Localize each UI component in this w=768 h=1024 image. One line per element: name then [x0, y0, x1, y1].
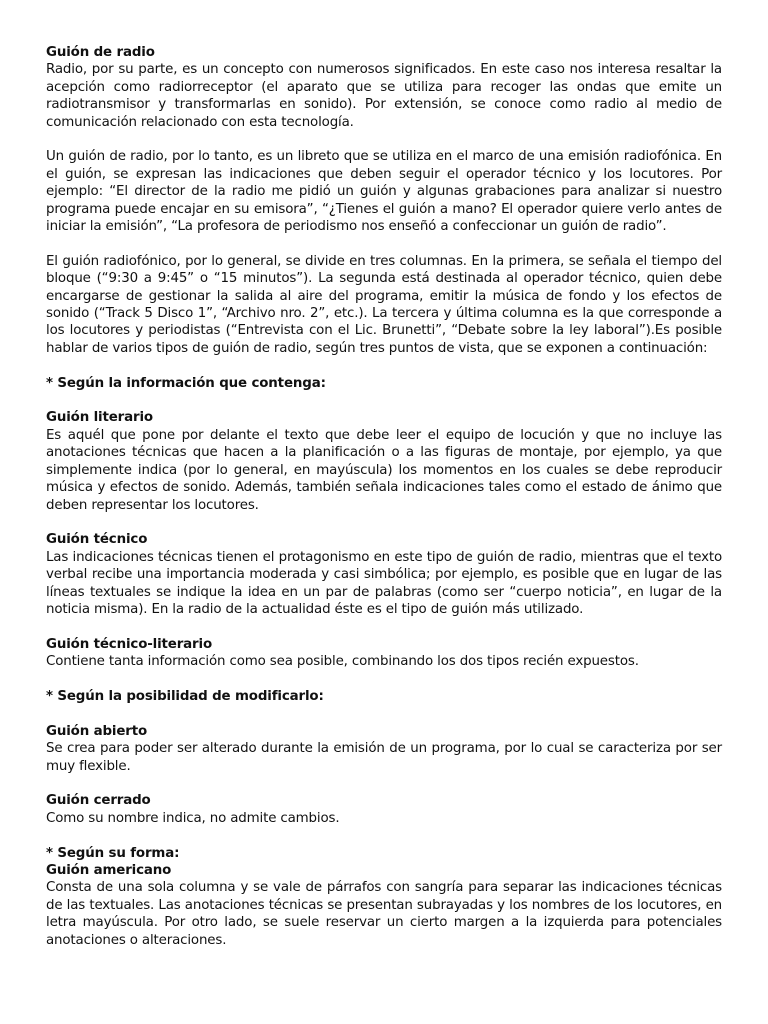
radio-paragraph-3: El guión radiofónico, por lo general, se divide en tres columnas. En la primera, se señala el tiempo del bloque (“9:30 a 9:45” o “15 minutos”). La segunda está destinada al operador técnico, quien debe encargarse de gestionar la salida al aire del programa, emitir la música de fondo y los efectos de sonido (“Track 5 Disco 1”, “Archivo nro. 2”, etc.). La tercera y última columna es la que corresponde a los locutores y periodistas (“Entrevista con el Lic. Brunetti”, “Debate sobre la ley laboral”).Es posible hablar de varios tipos de guión de radio, según tres puntos de vista, que se exponen a continuación:	[46, 253, 722, 356]
radio-paragraph-1: Radio, por su parte, es un concepto con numerosos significados. En este caso nos interesa resaltar la acepción como radiorreceptor (el aparato que se utiliza para recoger las ondas que emite un radiotransmisor y transformarlas en sonido). Por extensión, se conoce como radio al medio de comunicación relacionado con esta tecnología.	[46, 62, 722, 130]
spacer	[46, 357, 722, 374]
radio-paragraph-2: Un guión de radio, por lo tanto, es un libreto que se utiliza en el marco de una emisión radiofónica. En el guión, se expresan las indicaciones que deben seguir el operador técnico y los locutores. Por ejemplo: “El director de la radio me pidió un guión y algunas grabaciones para analizar si nuestro programa puede encajar en su emisora”, “¿Tienes el guión a mano? El operador quiere verlo antes de iniciar la emisión”, “La profesora de periodismo nos enseñó a confeccionar un guión de radio”.	[46, 149, 722, 235]
radio-heading: Guión de radio	[46, 45, 155, 60]
abierto-heading: Guión abierto	[46, 723, 148, 739]
literario-heading: Guión literario	[46, 410, 153, 426]
section-modificar-title: * Según la posibilidad de modificarlo:	[46, 688, 324, 704]
americano-text: Consta de una sola columna y se vale de párrafos con sangría para separar las indicaciones técnicas de las textuales. Las anotaciones técnicas se presentan subrayadas y los nombres de los locutores, en letra mayúscula. Por otro lado, se suele reservar un cierto margen a la izquierda para potenciales anotaciones o alteraciones.	[46, 880, 722, 948]
spacer	[46, 705, 722, 722]
tecnico-literario-heading: Guión técnico-literario	[46, 636, 212, 652]
tecnico-literario-text: Contiene tanta información como sea posible, combinando los dos tipos recién expuestos.	[46, 654, 639, 670]
spacer	[46, 775, 722, 792]
spacer	[46, 671, 722, 688]
section-forma-title: * Según su forma:	[46, 845, 180, 861]
literario-text: Es aquél que pone por delante el texto que debe leer el equipo de locución y que no incluye las anotaciones técnicas que hacen a la planificación o a las figuras de montaje, por ejemplo, ya que simplemente indica (por lo general, en mayúscula) los momentos en los cuales se debe reproducir música y efectos de sonido. Además, también señala indicaciones tales como el estado de ánimo que deben representar los locutores.	[46, 427, 722, 513]
section-info-title: * Según la información que contenga:	[46, 375, 326, 391]
spacer	[46, 514, 722, 531]
abierto-text: Se crea para poder ser alterado durante la emisión de un programa, por lo cual se caracteriza por ser muy flexible.	[46, 741, 722, 774]
document-body	[46, 44, 722, 949]
cerrado-heading: Guión cerrado	[46, 793, 151, 809]
spacer	[46, 131, 722, 148]
spacer	[46, 827, 722, 844]
tecnico-heading: Guión técnico	[46, 532, 148, 548]
spacer	[46, 235, 722, 252]
cerrado-text: Como su nombre indica, no admite cambios.	[46, 810, 340, 826]
spacer	[46, 618, 722, 635]
spacer	[46, 392, 722, 409]
americano-heading: Guión americano	[46, 862, 172, 878]
tecnico-text: Las indicaciones técnicas tienen el protagonismo en este tipo de guión de radio, mientras que el texto verbal recibe una importancia moderada y casi simbólica; por ejemplo, es posible que en lugar de las líneas textuales se indique la idea en un par de palabras (como ser “cuerpo noticia”, en lugar de la noticia misma). En la radio de la actualidad éste es el tipo de guión más utilizado.	[46, 549, 722, 617]
